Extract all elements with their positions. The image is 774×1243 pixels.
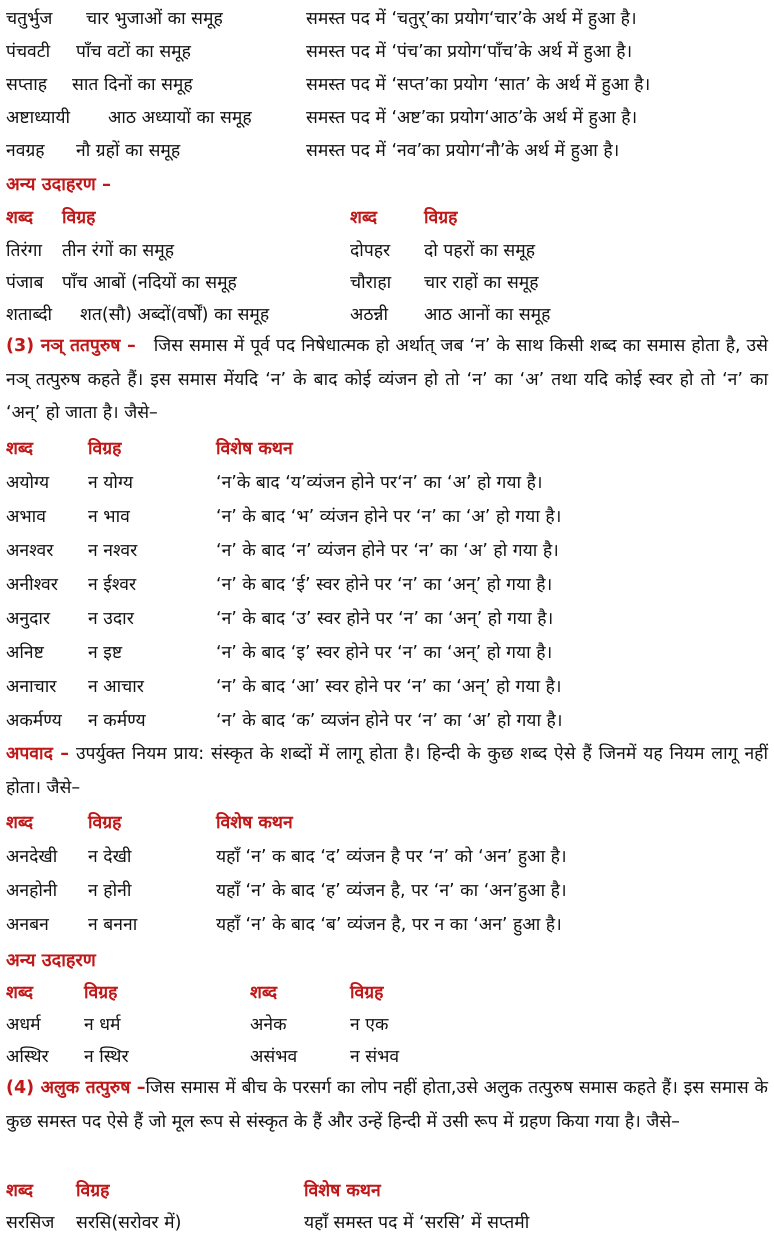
table-header [0,201,774,235]
word: अनबन [6,915,49,935]
table-row [0,602,774,636]
vigrah: न देखी [88,847,132,867]
word: तिरंगा [6,241,43,261]
table-header [0,1174,774,1208]
note: समस्त पद में ‘नव’का प्रयोग‘नौ’के अर्थ में हुआ है। [306,141,620,161]
vigrah: आठ आनों का समूह [424,305,551,325]
table-row [0,534,774,568]
word: अनुदार [6,609,51,629]
vigrah: न नश्वर [88,541,138,561]
note: ‘न’ के बाद ‘क’ व्यजंन होने पर ‘न’ का ‘अ’ हो गया है। [216,711,563,731]
note: ‘न’ के बाद ‘इ’ स्वर होने पर ‘न’ का ‘अन्’ हो गया है। [216,643,553,663]
section-heading-row [0,168,774,202]
meaning: चार भुजाओं का समूह [86,9,223,29]
word: शताब्दी [6,305,53,325]
word: अनहोनी [6,881,58,901]
section-paragraph [6,738,768,805]
column-header: विशेष कथन [216,813,293,833]
vigrah: शत(सौ) अब्दों(वर्षों) का समूह [80,305,270,325]
table-row [0,636,774,670]
column-header: विग्रह [88,439,122,459]
word: पंचवटी [6,42,51,62]
vigrah: न उदार [88,609,134,629]
vigrah: न आचार [88,677,144,697]
vigrah: न एक [350,1015,389,1035]
table-header [0,432,774,466]
note: यहाँ ‘न’ के बाद ‘ह’ व्यंजन है, पर ‘न’ का ‘अन’हुआ है। [216,881,567,901]
word: असंभव [250,1047,298,1067]
table-row [0,1040,774,1074]
vigrah: पाँच आबों (नदियों का समूह [62,273,237,293]
section-heading: अन्य उदाहरण – [6,174,112,195]
word: अठन्नी [350,305,389,325]
table-row [0,1206,774,1240]
word: दोपहर [350,241,391,261]
table-row [0,35,774,69]
section-paragraph [6,1072,768,1139]
vigrah: न योग्य [88,473,134,493]
vigrah: सरसि(सरोवर में) [76,1213,182,1233]
word: अष्टाध्यायी [6,108,71,128]
table-row [0,266,774,300]
table-row [0,101,774,135]
word: नवग्रह [6,141,45,161]
table-row [0,704,774,738]
note: ‘न’ के बाद ‘ई’ स्वर होने पर ‘न’ का ‘अन्’ हो गया है। [216,575,553,595]
vigrah: तीन रंगों का समूह [62,241,175,261]
word: अनाचार [6,677,57,697]
table-row [0,1008,774,1042]
column-header: विशेष कथन [216,439,293,459]
word: अनिष्ट [6,643,44,663]
word: अकर्मण्य [6,711,62,731]
table-row [0,234,774,268]
note: यहाँ ‘न’ क बाद ‘द’ व्यंजन है पर ‘न’ को ‘अन’ हुआ है। [216,847,567,867]
column-header: शब्द [6,983,34,1003]
table-row [0,670,774,704]
word: सप्ताह [6,75,48,95]
note: समस्त पद में ‘अष्ट’का प्रयोग‘आठ’के अर्थ में हुआ है। [306,108,638,128]
meaning: नौ ग्रहों का समूह [76,141,181,161]
column-header: विग्रह [88,813,122,833]
section-text: जिस समास में पूर्व पद निषेधात्मक हो अर्थात् जब ‘न’ के साथ किसी शब्द का समास होता है, उसे नञ् तत्पुरुष कहते हैं। इस समास मेंयदि ‘न’ के बाद कोई व्यंजन हो तो ‘न’ का ‘अ’ तथा यदि कोई स्वर हो तो ‘न’ का ‘अन्’ हो जाता है। जैसे– [6,336,768,423]
meaning: आठ अध्यायों का समूह [108,108,252,128]
vigrah: न संभव [350,1047,400,1067]
column-header: शब्द [6,208,34,228]
column-header: विग्रह [76,1181,110,1201]
section-title: अपवाद – [6,744,70,764]
section-title: (4) अलुक तत्पुरुष – [6,1078,146,1098]
section-heading: अन्य उदाहरण [6,950,96,971]
vigrah: चार राहों का समूह [424,273,539,293]
column-header: शब्द [6,1181,34,1201]
vigrah: न इष्ट [88,643,123,663]
table-row [0,908,774,942]
word: सरसिज [6,1213,55,1233]
vigrah: न होनी [88,881,132,901]
word: अनदेखी [6,847,58,867]
vigrah: न धर्म [84,1015,121,1035]
section-text: जिस समास में बीच के परसर्ग का लोप नहीं होता,उसे अलुक तत्पुरुष समास कहते हैं। इस समास के कुछ समस्त पद ऐसे हैं जो मूल रूप से संस्कृत के हैं और उन्हें हिन्दी में उसी रूप में ग्रहण किया गया है। जैसे– [6,1078,768,1132]
note: ‘न’ के बाद ‘भ’ व्यंजन होने पर ‘न’ का ‘अ’ हो गया है। [216,507,562,527]
table-row [0,840,774,874]
column-header: शब्द [6,439,34,459]
column-header: शब्द [6,813,34,833]
note: समस्त पद में ‘चतुर्’का प्रयोग‘चार’के अर्थ में हुआ है। [306,9,637,29]
column-header: शब्द [350,208,378,228]
column-header: विग्रह [424,208,458,228]
table-row [0,68,774,102]
table-header [0,806,774,840]
note: ‘न’ के बाद ‘न’ व्यंजन होने पर ‘न’ का ‘अ’ हो गया है। [216,541,559,561]
table-row [0,466,774,500]
word: अनश्वर [6,541,54,561]
table-header [0,976,774,1010]
section-heading-row [0,944,774,978]
word: चतुर्भुज [6,9,53,29]
section-paragraph [6,330,768,431]
table-row [0,298,774,332]
note: ‘न’के बाद ‘य’व्यंजन होने पर‘न’ का ‘अ’ हो गया है। [216,473,543,493]
vigrah: दो पहरों का समूह [424,241,535,261]
vigrah: न कर्मण्य [88,711,146,731]
meaning: पाँच वटों का समूह [76,42,191,62]
word: पंजाब [6,273,44,293]
table-row [0,568,774,602]
note: यहाँ समस्त पद में ‘सरसि’ में सप्तमी [304,1213,530,1233]
word: अधर्म [6,1015,41,1035]
vigrah: न स्थिर [84,1047,129,1067]
word: चौराहा [350,273,392,293]
word: अनीश्वर [6,575,58,595]
table-row [0,500,774,534]
word: अयोग्य [6,473,50,493]
note: यहाँ ‘न’ के बाद ‘ब’ व्यंजन है, पर न का ‘अन’ हुआ है। [216,915,562,935]
column-header: शब्द [250,983,278,1003]
note: समस्त पद में ‘सप्त’का प्रयोग ‘सात’ के अर्थ में हुआ है। [306,75,651,95]
section-title: (3) नञ् ततपुरुष – [6,336,136,356]
word: अस्थिर [6,1047,49,1067]
table-row [0,874,774,908]
vigrah: न बनना [88,915,138,935]
column-header: विग्रह [350,983,384,1003]
vigrah: न भाव [88,507,130,527]
column-header: विग्रह [84,983,118,1003]
table-row [0,2,774,36]
note: समस्त पद में ‘पंच’का प्रयोग‘पाँच’के अर्थ में हुआ है। [306,42,633,62]
vigrah: न ईश्वर [88,575,137,595]
word: अनेक [250,1015,287,1035]
word: अभाव [6,507,46,527]
section-text: उपर्युक्त नियम प्राय: संस्कृत के शब्दों में लागू होता है। हिन्दी के कुछ शब्द ऐसे हैं जिनमें यह नियम लागू नहीं होता। जैसे– [6,744,768,798]
table-row [0,134,774,168]
note: ‘न’ के बाद ‘उ’ स्वर होने पर ‘न’ का ‘अन्’ हो गया है। [216,609,554,629]
note: ‘न’ के बाद ‘आ’ स्वर होने पर ‘न’ का ‘अन्’ हो गया है। [216,677,562,697]
column-header: विशेष कथन [304,1181,381,1201]
column-header: विग्रह [62,208,96,228]
meaning: सात दिनों का समूह [72,75,193,95]
